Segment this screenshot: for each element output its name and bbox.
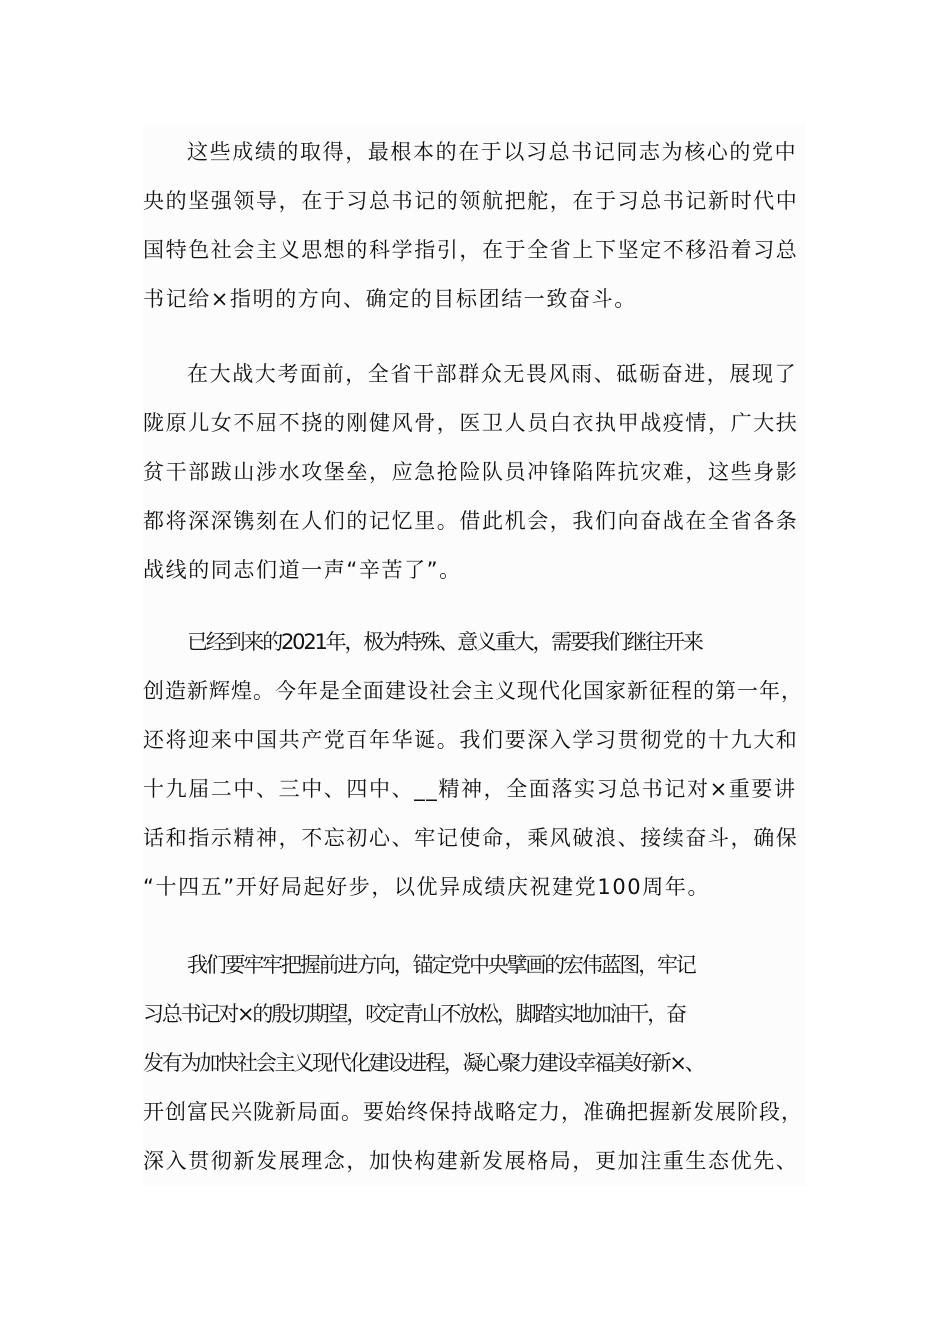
text-line: 话和指示精神，不忘初心、牢记使命，乘风破浪、接续奋斗，确保 bbox=[143, 826, 799, 850]
text-line: 在大战大考面前，全省干部群众无畏风雨、砥砺奋进，展现了 bbox=[187, 362, 798, 386]
text-line: 陇原儿女不屈不挠的刚健风骨，医卫人员白衣执甲战疫情，广大扶 bbox=[143, 411, 799, 435]
text-line: 都将深深镌刻在人们的记忆里。借此机会，我们向奋战在全省各条 bbox=[143, 509, 799, 533]
paragraph-3 bbox=[143, 618, 803, 912]
text-line: 央的坚强领导，在于习总书记的领航把舵，在于习总书记新时代中 bbox=[143, 189, 799, 213]
text-line: 书记给×指明的方向、确定的目标团结一致奋斗。 bbox=[143, 287, 637, 311]
paragraph-2 bbox=[143, 350, 798, 595]
text-line: 习总书记对×的殷切期望，咬定青山不放松，脚踏实地加油干，奋 bbox=[143, 1002, 685, 1026]
text-line: 还将迎来中国共产党百年华诞。我们要深入学习贯彻党的十九大和 bbox=[143, 728, 799, 752]
paragraph-1 bbox=[143, 128, 798, 324]
text-line: 开创富民兴陇新局面。要始终保持战略定力，准确把握新发展阶段， bbox=[143, 1100, 803, 1124]
paragraph-4 bbox=[143, 941, 803, 1186]
text-line: 发有为加快社会主义现代化建设进程，凝心聚力建设幸福美好新×、 bbox=[143, 1051, 704, 1075]
text-line: 战线的同志们道一声“辛苦了”。 bbox=[143, 558, 462, 582]
text-line: 深入贯彻新发展理念，加快构建新发展格局，更加注重生态优先、 bbox=[143, 1149, 799, 1173]
text-block bbox=[143, 124, 806, 1186]
text-line: “十四五”开好局起好步，以优异成绩庆祝建党100周年。 bbox=[143, 875, 711, 899]
text-line: 国特色社会主义思想的科学指引，在于全省上下坚定不移沿着习总 bbox=[143, 238, 799, 262]
text-line: 创造新辉煌。今年是全面建设社会主义现代化国家新征程的第一年， bbox=[143, 679, 803, 703]
text-line: 这些成绩的取得，最根本的在于以习总书记同志为核心的党中 bbox=[187, 140, 798, 164]
text-line: 已经到来的2021年，极为特殊、意义重大，需要我们继往开来 bbox=[187, 630, 702, 654]
text-line: 十九届二中、三中、四中、__精神，全面落实习总书记对×重要讲 bbox=[143, 777, 797, 801]
text-line: 我们要牢牢把握前进方向，锚定党中央擘画的宏伟蓝图，牢记 bbox=[187, 953, 695, 977]
text-line: 贫干部跋山涉水攻堡垒，应急抢险队员冲锋陷阵抗灾难，这些身影 bbox=[143, 460, 799, 484]
